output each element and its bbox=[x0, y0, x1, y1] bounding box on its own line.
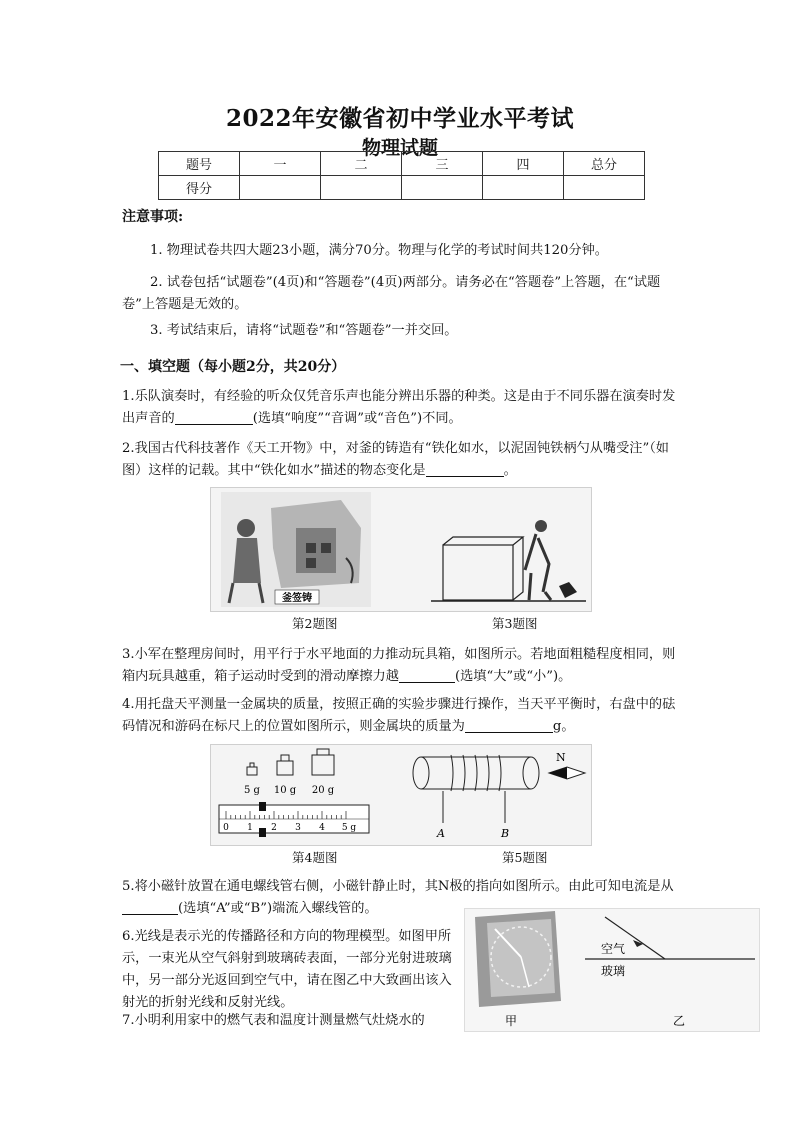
cell-score-4 bbox=[483, 176, 564, 200]
scale-tick-3: 3 bbox=[295, 823, 301, 833]
fig6-air-label: 空气 bbox=[601, 942, 626, 956]
exam-title: 2022年安徽省初中学业水平考试 bbox=[225, 105, 574, 132]
cell-section-1: 一 bbox=[240, 152, 321, 176]
scale-tick-0: 0 bbox=[223, 823, 229, 833]
question-3-text: 3.小军在整理房间时，用平行于水平地面的力推动玩具箱，如图所示。若地面粗糙程度相同，则箱内玩具越重，箱子运动时受到的滑动摩擦力越 bbox=[122, 647, 676, 684]
question-4 bbox=[122, 694, 682, 738]
fig2-illustration bbox=[221, 492, 371, 607]
cell-section-4: 四 bbox=[483, 152, 564, 176]
weight-5g-label: 5 g bbox=[244, 785, 260, 796]
answer-blank-5[interactable] bbox=[122, 899, 178, 915]
answer-blank-1[interactable] bbox=[175, 409, 253, 425]
cell-section-3: 三 bbox=[402, 152, 483, 176]
figure-4-5-panel bbox=[210, 744, 592, 846]
question-3 bbox=[122, 644, 682, 688]
notice-heading: 注意事项: bbox=[122, 209, 184, 225]
question-2 bbox=[122, 438, 682, 482]
exam-subtitle: 物理试题 bbox=[361, 137, 438, 159]
notice-item-3: 3. 考试结束后，请将“试题卷”和“答题卷”一并交回。 bbox=[150, 323, 458, 338]
answer-blank-4[interactable] bbox=[465, 717, 553, 733]
fig6-glass-label: 玻璃 bbox=[601, 964, 626, 978]
figure-2-caption: 第2题图 bbox=[292, 616, 338, 631]
question-1-text-end: (选填“响度”“音调”或“音色”)不同。 bbox=[252, 411, 462, 426]
scale-tick-5: 5 g bbox=[341, 823, 357, 833]
scale-tick-2: 2 bbox=[271, 823, 277, 833]
fig4-weights bbox=[244, 749, 335, 796]
question-4-text-end: g。 bbox=[552, 719, 575, 734]
weight-10g-label: 10 g bbox=[273, 785, 297, 796]
score-table-row-score bbox=[159, 176, 645, 200]
coil-end-a-label: A bbox=[437, 827, 445, 840]
fig6-label-jia: 甲 bbox=[505, 1014, 518, 1028]
fig6-photo bbox=[475, 911, 561, 1028]
section-1-heading: 一、填空题（每小题2分，共20分） bbox=[120, 359, 346, 375]
question-5-text: 5.将小磁针放置在通电螺线管右侧，小磁针静止时，其N极的指向如图所示。由此可知电流是从 bbox=[122, 879, 674, 894]
fig3-illustration bbox=[431, 520, 586, 601]
score-table-row-header bbox=[159, 152, 645, 176]
figure-2-3-panel bbox=[210, 487, 592, 612]
score-table bbox=[158, 151, 645, 200]
figure-6-panel bbox=[464, 908, 760, 1032]
fig6-label-yi: 乙 bbox=[673, 1014, 686, 1028]
cell-score-1 bbox=[240, 176, 321, 200]
answer-blank-3[interactable] bbox=[399, 667, 455, 683]
fig6-diagram bbox=[585, 917, 755, 1028]
cell-score-3 bbox=[402, 176, 483, 200]
scale-tick-4: 4 bbox=[319, 823, 325, 833]
question-2-text-end: 。 bbox=[503, 463, 517, 478]
figure-2-3-drawing bbox=[211, 488, 591, 611]
cell-total: 总分 bbox=[564, 152, 645, 176]
figure-4-5-drawing bbox=[211, 745, 591, 845]
notice-item-2: 2. 试卷包括“试题卷”(4页)和“答题卷”(4页)两部分。请务必在“答题卷”上答题，在“试题卷”上答题是无效的。 bbox=[122, 275, 661, 312]
notice-item-1: 1. 物理试卷共四大题23小题，满分70分。物理与化学的考试时间共120分钟。 bbox=[150, 243, 608, 258]
question-7: 7.小明利用家中的燃气表和温度计测量燃气灶烧水的 bbox=[122, 1013, 425, 1028]
answer-blank-2[interactable] bbox=[426, 461, 504, 477]
fig4-scale bbox=[219, 802, 369, 837]
question-4-text: 4.用托盘天平测量一金属块的质量，按照正确的实验步骤进行操作，当天平平衡时，右盘中的砝码情况和游码在标尺上的位置如图所示，则金属块的质量为 bbox=[122, 697, 676, 734]
question-1 bbox=[122, 386, 682, 430]
question-6: 6.光线是表示光的传播路径和方向的物理模型。如图甲所示，一束光从空气斜射到玻璃砖表面，一部分光射进玻璃中，另一部分光返回到空气中，请在图乙中大致画出该入射光的折射光线和反射光线。 bbox=[122, 929, 452, 1010]
fig5-solenoid bbox=[413, 751, 585, 840]
fig2-stamp-text: 釜签铸 bbox=[282, 593, 312, 604]
question-3-text-end: (选填“大”或“小”)。 bbox=[454, 669, 572, 684]
figure-6-drawing bbox=[465, 909, 759, 1031]
needle-n-label: N bbox=[556, 751, 566, 764]
cell-section-2: 二 bbox=[321, 152, 402, 176]
cell-question-number: 题号 bbox=[159, 152, 240, 176]
cell-score-2 bbox=[321, 176, 402, 200]
question-5-text-end: (选填“A”或“B”)端流入螺线管的。 bbox=[178, 901, 378, 916]
cell-score-label: 得分 bbox=[159, 176, 240, 200]
question-1-text: 1.乐队演奏时，有经验的听众仅凭音乐声也能分辨出乐器的种类。这是由于不同乐器在演奏时发出声音的 bbox=[122, 389, 676, 426]
figure-5-caption: 第5题图 bbox=[502, 850, 548, 865]
cell-score-total bbox=[564, 176, 645, 200]
scale-tick-1: 1 bbox=[247, 823, 253, 833]
figure-3-caption: 第3题图 bbox=[492, 616, 538, 631]
coil-end-b-label: B bbox=[500, 827, 510, 840]
figure-4-caption: 第4题图 bbox=[292, 850, 338, 865]
question-2-text: 2.我国古代科技著作《天工开物》中，对釜的铸造有“铁化如水，以泥固钝铁柄勺从嘴受注”（如图）这样的记载。其中“铁化如水”描述的物态变化是 bbox=[122, 441, 669, 478]
weight-20g-label: 20 g bbox=[311, 785, 335, 796]
